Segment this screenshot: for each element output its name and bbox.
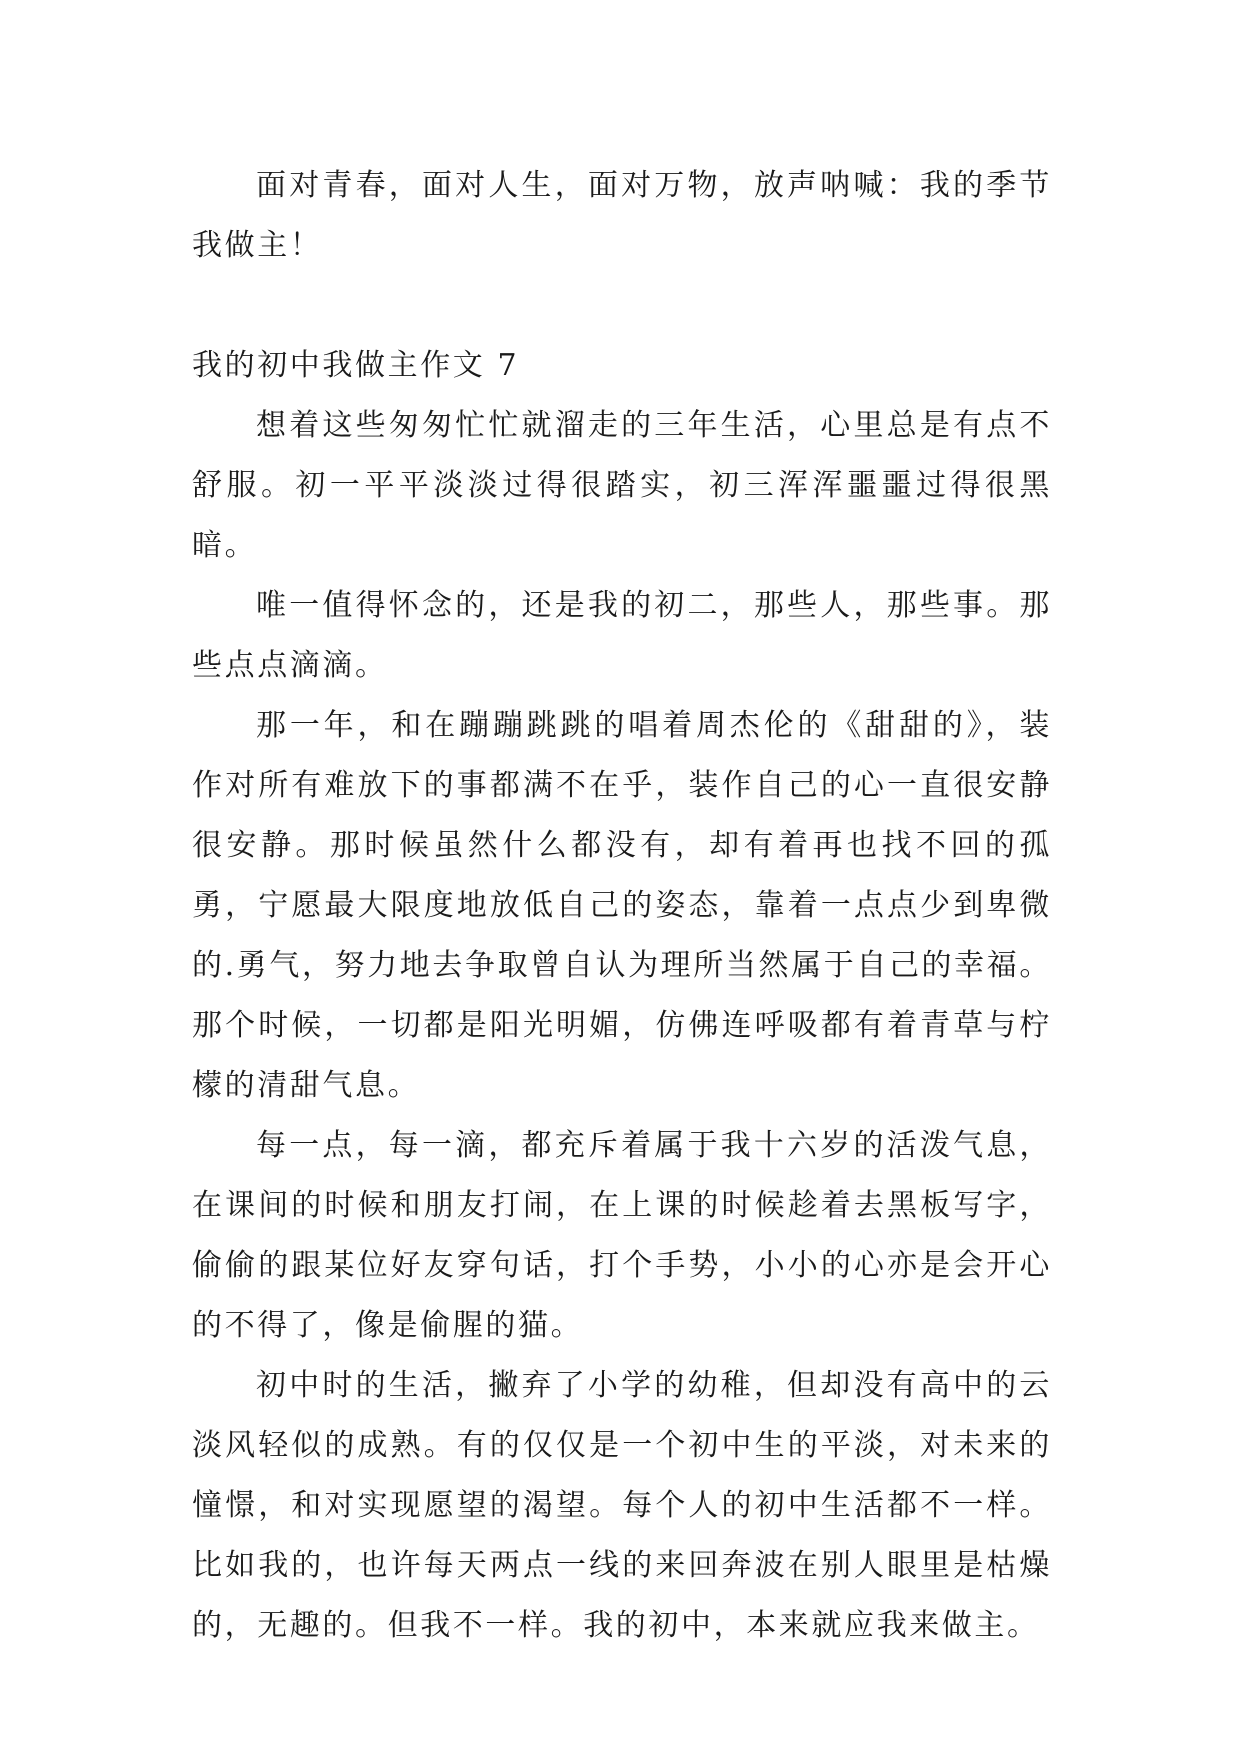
body-paragraph-2: 唯一值得怀念的，还是我的初二，那些人，那些事。那些点点滴滴。 [192, 588, 1052, 683]
closing-paragraph: 面对青春，面对人生，面对万物，放声呐喊：我的季节我做主！ [192, 168, 1052, 263]
body-paragraph-4: 每一点，每一滴，都充斥着属于我十六岁的活泼气息，在课间的时候和朋友打闹，在上课的时候趁着去黑板写字，偷偷的跟某位好友穿句话，打个手势，小小的心亦是会开心的不得了，像是偷腥的猫。 [192, 1128, 1052, 1343]
body-paragraph-1: 想着这些匆匆忙忙就溜走的三年生活，心里总是有点不舒服。初一平平淡淡过得很踏实，初三浑浑噩噩过得很黑暗。 [192, 408, 1052, 563]
body-paragraph-3: 那一年，和在蹦蹦跳跳的唱着周杰伦的《甜甜的》，装作对所有难放下的事都满不在乎，装作自己的心一直很安静很安静。那时候虽然什么都没有，却有着再也找不回的孤勇，宁愿最大限度地放低自己的姿态，靠着一点点少到卑微的.勇气，努力地去争取曾自认为理所当然属于自己的幸福。那个时候，一切都是阳光明媚，仿佛连呼吸都有着青草与柠檬的清甜气息。 [192, 708, 1052, 1103]
section-title: 我的初中我做主作文 7 [192, 348, 520, 383]
body-paragraph-5: 初中时的生活，撇弃了小学的幼稚，但却没有高中的云淡风轻似的成熟。有的仅仅是一个初中生的平淡，对未来的憧憬，和对实现愿望的渴望。每个人的初中生活都不一样。比如我的，也许每天两点一线的来回奔波在别人眼里是枯燥的，无趣的。但我不一样。我的初中，本来就应我来做主。 [192, 1368, 1052, 1643]
document-body [192, 156, 1052, 1656]
